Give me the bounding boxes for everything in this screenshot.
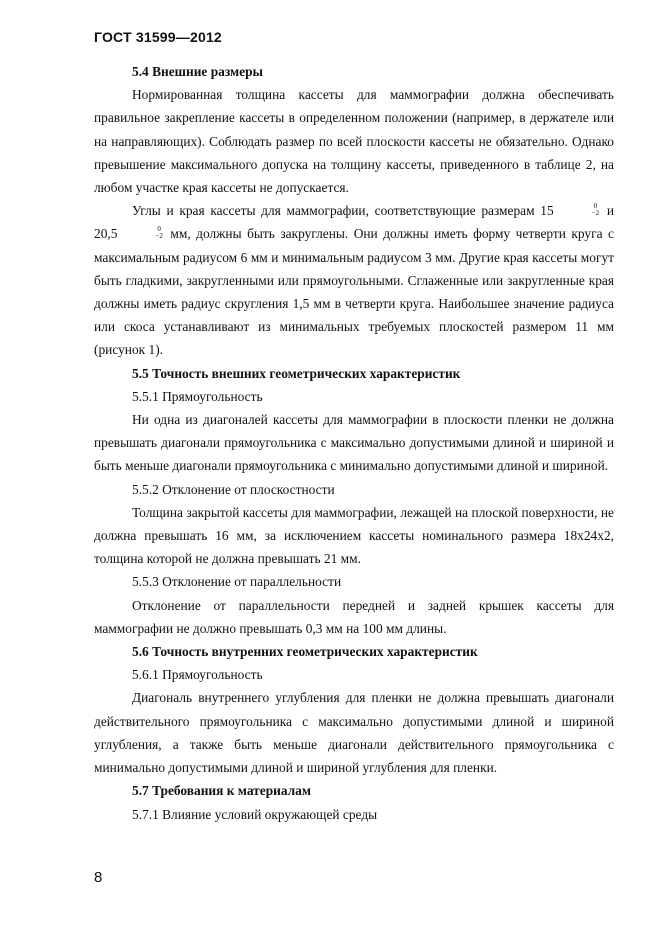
section-5-4-paragraph-2	[94, 199, 614, 361]
document-body	[94, 60, 614, 826]
paragraph-text: мм, должны быть закруглены. Они должны иметь форму четверти круга с максимальным радиусом 6 мм и минимальным радиусом 3 мм. Другие края кассеты могут быть гладкими, закругленными или прямоугольными. Сглаженные или закругленные края должны иметь радиус скругления 1,5 мм в четверти круга. Наибольшее значение радиуса или скоса устанавливают из минимальных требуемых плоскостей размером 11 мм (рисунок 1).	[94, 226, 614, 358]
section-5-7-heading: 5.7 Требования к материалам	[132, 783, 311, 799]
subsection-5-5-2-title: 5.5.2 Отклонение от плоскостности	[132, 481, 335, 497]
tolerance-lower: −2	[155, 232, 163, 241]
paragraph-text: Углы и края кассеты для маммографии, соответствующие размерам 15	[132, 203, 554, 219]
subsection-5-5-3-paragraph: Отклонение от параллельности передней и задней крышек кассеты для маммографии не должно превышать 0,3 мм на 100 мм длины.	[94, 597, 614, 636]
subsection-5-6-1-paragraph: Диагональ внутреннего углубления для пленки не должна превышать диагонали действительного прямоугольника с максимально допустимыми длиной и шириной углубления, а также быть меньше диагонали действительного прямоугольника с минимально допустимыми длиной и шириной углубления для пленки.	[94, 690, 614, 776]
tolerance-fraction	[117, 226, 162, 240]
subsection-5-7-1-title: 5.7.1 Влияние условий окружающей среды	[132, 806, 378, 822]
subsection-5-5-1-paragraph: Ни одна из диагоналей кассеты для маммографии в плоскости пленки не должна превышать диагонали прямоугольника с максимально допустимыми длиной и шириной и быть меньше диагонали прямоугольника с минимально допустимыми длиной и шириной.	[94, 412, 614, 474]
tolerance-upper: 0	[157, 225, 161, 234]
paragraph-text: и 20,5	[94, 203, 614, 242]
section-5-4-heading: 5.4 Внешние размеры	[132, 64, 264, 79]
subsection-5-5-1-title: 5.5.1 Прямоугольность	[132, 388, 263, 404]
subsection-5-5-2-paragraph: Толщина закрытой кассеты для маммографии, лежащей на плоской поверхности, не должна превышать 16 мм, за исключением кассеты номинального размера 18x24x2, толщина которой не должна превышать 21 мм.	[94, 504, 614, 567]
standard-header: ГОСТ 31599—2012	[94, 29, 222, 45]
subsection-5-5-3-title: 5.5.3 Отклонение от параллельности	[132, 574, 342, 590]
tolerance-lower: −2	[591, 209, 600, 218]
page-number: 8	[94, 869, 103, 886]
section-5-4-paragraph-1: Нормированная толщина кассеты для маммографии должна обеспечивать правильное закрепление кассеты в определенном положении (например, в держателе или на направляющих). Соблюдать размер по всей плоскости кассеты не обязательно. Однако превышение максимального допуска на толщину кассеты, приведенного в таблице 2, на любом участке края кассеты не допускается.	[94, 87, 614, 196]
subsection-5-6-1-title: 5.6.1 Прямоугольность	[132, 667, 263, 683]
section-5-6-heading: 5.6 Точность внутренних геометрических характеристик	[132, 644, 478, 660]
tolerance-upper: 0	[593, 202, 598, 211]
section-5-5-heading: 5.5 Точность внешних геометрических характеристик	[132, 365, 461, 381]
tolerance-fraction	[554, 203, 599, 217]
